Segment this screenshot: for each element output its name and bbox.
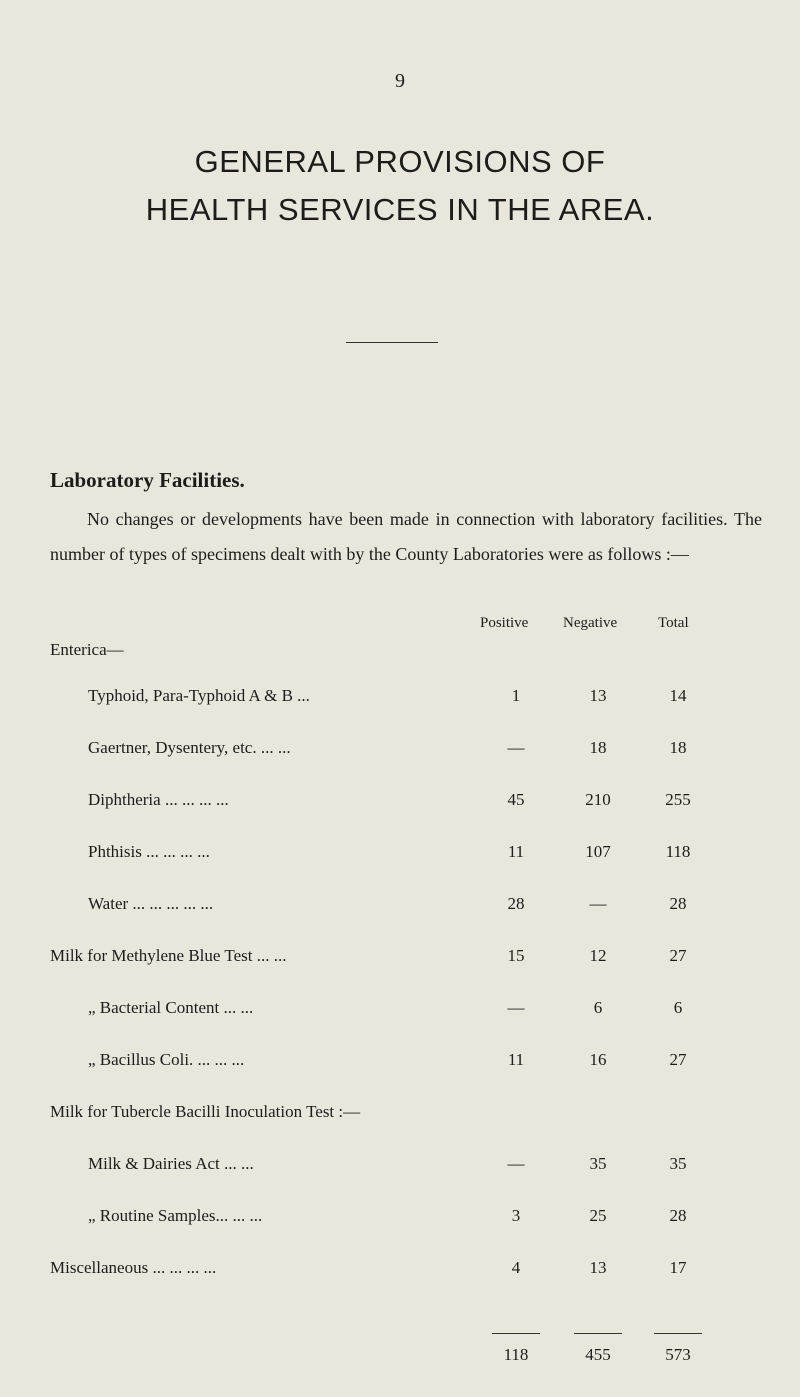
positive-value: 28 <box>507 894 525 913</box>
table-row <box>0 1050 800 1080</box>
table-row <box>0 790 800 820</box>
negative-value: 210 <box>585 790 611 809</box>
paragraph-text: No changes or developments have been made in connection with laboratory facilities. The number of types of specimens dealt with by the County Laboratories were as follows :— <box>50 509 762 564</box>
negative-value: 18 <box>589 738 607 757</box>
enterica-label: Enterica— <box>50 640 124 659</box>
totals-row <box>0 1345 800 1375</box>
negative-value: 25 <box>589 1206 607 1225</box>
table-row <box>0 738 800 768</box>
total-negative: 455 <box>585 1345 611 1364</box>
positive-value: 4 <box>511 1258 521 1277</box>
positive-value: 3 <box>511 1206 521 1225</box>
negative-value: 13 <box>589 686 607 705</box>
positive-value: — <box>507 738 525 757</box>
negative-value: 12 <box>589 946 607 965</box>
total-value: 27 <box>669 1050 687 1069</box>
total-rule-total <box>654 1333 702 1334</box>
positive-value: 11 <box>507 842 525 861</box>
column-header-total: Total <box>658 615 689 631</box>
section-heading: Laboratory Facilities. <box>50 468 245 492</box>
positive-value: 1 <box>511 686 521 705</box>
positive-value: 15 <box>507 946 525 965</box>
negative-value: 16 <box>589 1050 607 1069</box>
table-row <box>0 998 800 1028</box>
negative-value: 35 <box>589 1154 607 1173</box>
positive-value: — <box>507 998 525 1017</box>
row-label: Phthisis ... ... ... ... <box>88 842 210 861</box>
positive-value: 45 <box>507 790 525 809</box>
table-row <box>0 946 800 976</box>
table-row <box>0 1154 800 1184</box>
negative-value: 6 <box>593 998 603 1017</box>
total-value: 35 <box>669 1154 687 1173</box>
page-title <box>0 138 800 234</box>
row-label: Milk for Methylene Blue Test ... ... <box>50 946 287 965</box>
column-header-negative: Negative <box>563 615 618 631</box>
row-label: Milk & Dairies Act ... ... <box>88 1154 254 1173</box>
total-rule-positive <box>492 1333 540 1334</box>
intro-paragraph <box>50 502 762 572</box>
total-value: 6 <box>673 998 683 1017</box>
total-value: 255 <box>665 790 691 809</box>
negative-value: 107 <box>585 842 611 861</box>
total-total: 573 <box>665 1345 691 1364</box>
title-line-2: HEALTH SERVICES IN THE AREA. <box>145 192 655 227</box>
total-value: 27 <box>669 946 687 965</box>
tubercle-label: Milk for Tubercle Bacilli Inoculation Test :— <box>50 1102 361 1121</box>
row-label: „ Bacillus Coli. ... ... ... <box>88 1050 245 1069</box>
total-positive: 118 <box>503 1345 529 1364</box>
table-row <box>0 894 800 924</box>
total-value: 18 <box>669 738 687 757</box>
row-label: Miscellaneous ... ... ... ... <box>50 1258 217 1277</box>
page-number: 9 <box>395 70 405 92</box>
total-value: 14 <box>669 686 687 705</box>
positive-value: — <box>507 1154 525 1173</box>
total-rule-negative <box>574 1333 622 1334</box>
row-label: „ Bacterial Content ... ... <box>88 998 254 1017</box>
table-row <box>0 686 800 716</box>
positive-value: 11 <box>507 1050 525 1069</box>
table-row <box>0 842 800 872</box>
column-header-positive: Positive <box>480 615 529 631</box>
row-label: Diphtheria ... ... ... ... <box>88 790 229 809</box>
row-label: Water ... ... ... ... ... <box>88 894 214 913</box>
negative-value: — <box>589 894 607 913</box>
total-value: 28 <box>669 1206 687 1225</box>
divider <box>346 342 438 343</box>
row-label: Gaertner, Dysentery, etc. ... ... <box>88 738 291 757</box>
table-row <box>0 1258 800 1288</box>
total-value: 17 <box>669 1258 687 1277</box>
total-value: 28 <box>669 894 687 913</box>
negative-value: 13 <box>589 1258 607 1277</box>
title-line-1: GENERAL PROVISIONS OF <box>194 144 606 179</box>
table-row <box>0 1206 800 1236</box>
total-value: 118 <box>665 842 691 861</box>
row-label: Typhoid, Para-Typhoid A & B ... <box>88 686 310 705</box>
row-label: „ Routine Samples... ... ... <box>88 1206 263 1225</box>
